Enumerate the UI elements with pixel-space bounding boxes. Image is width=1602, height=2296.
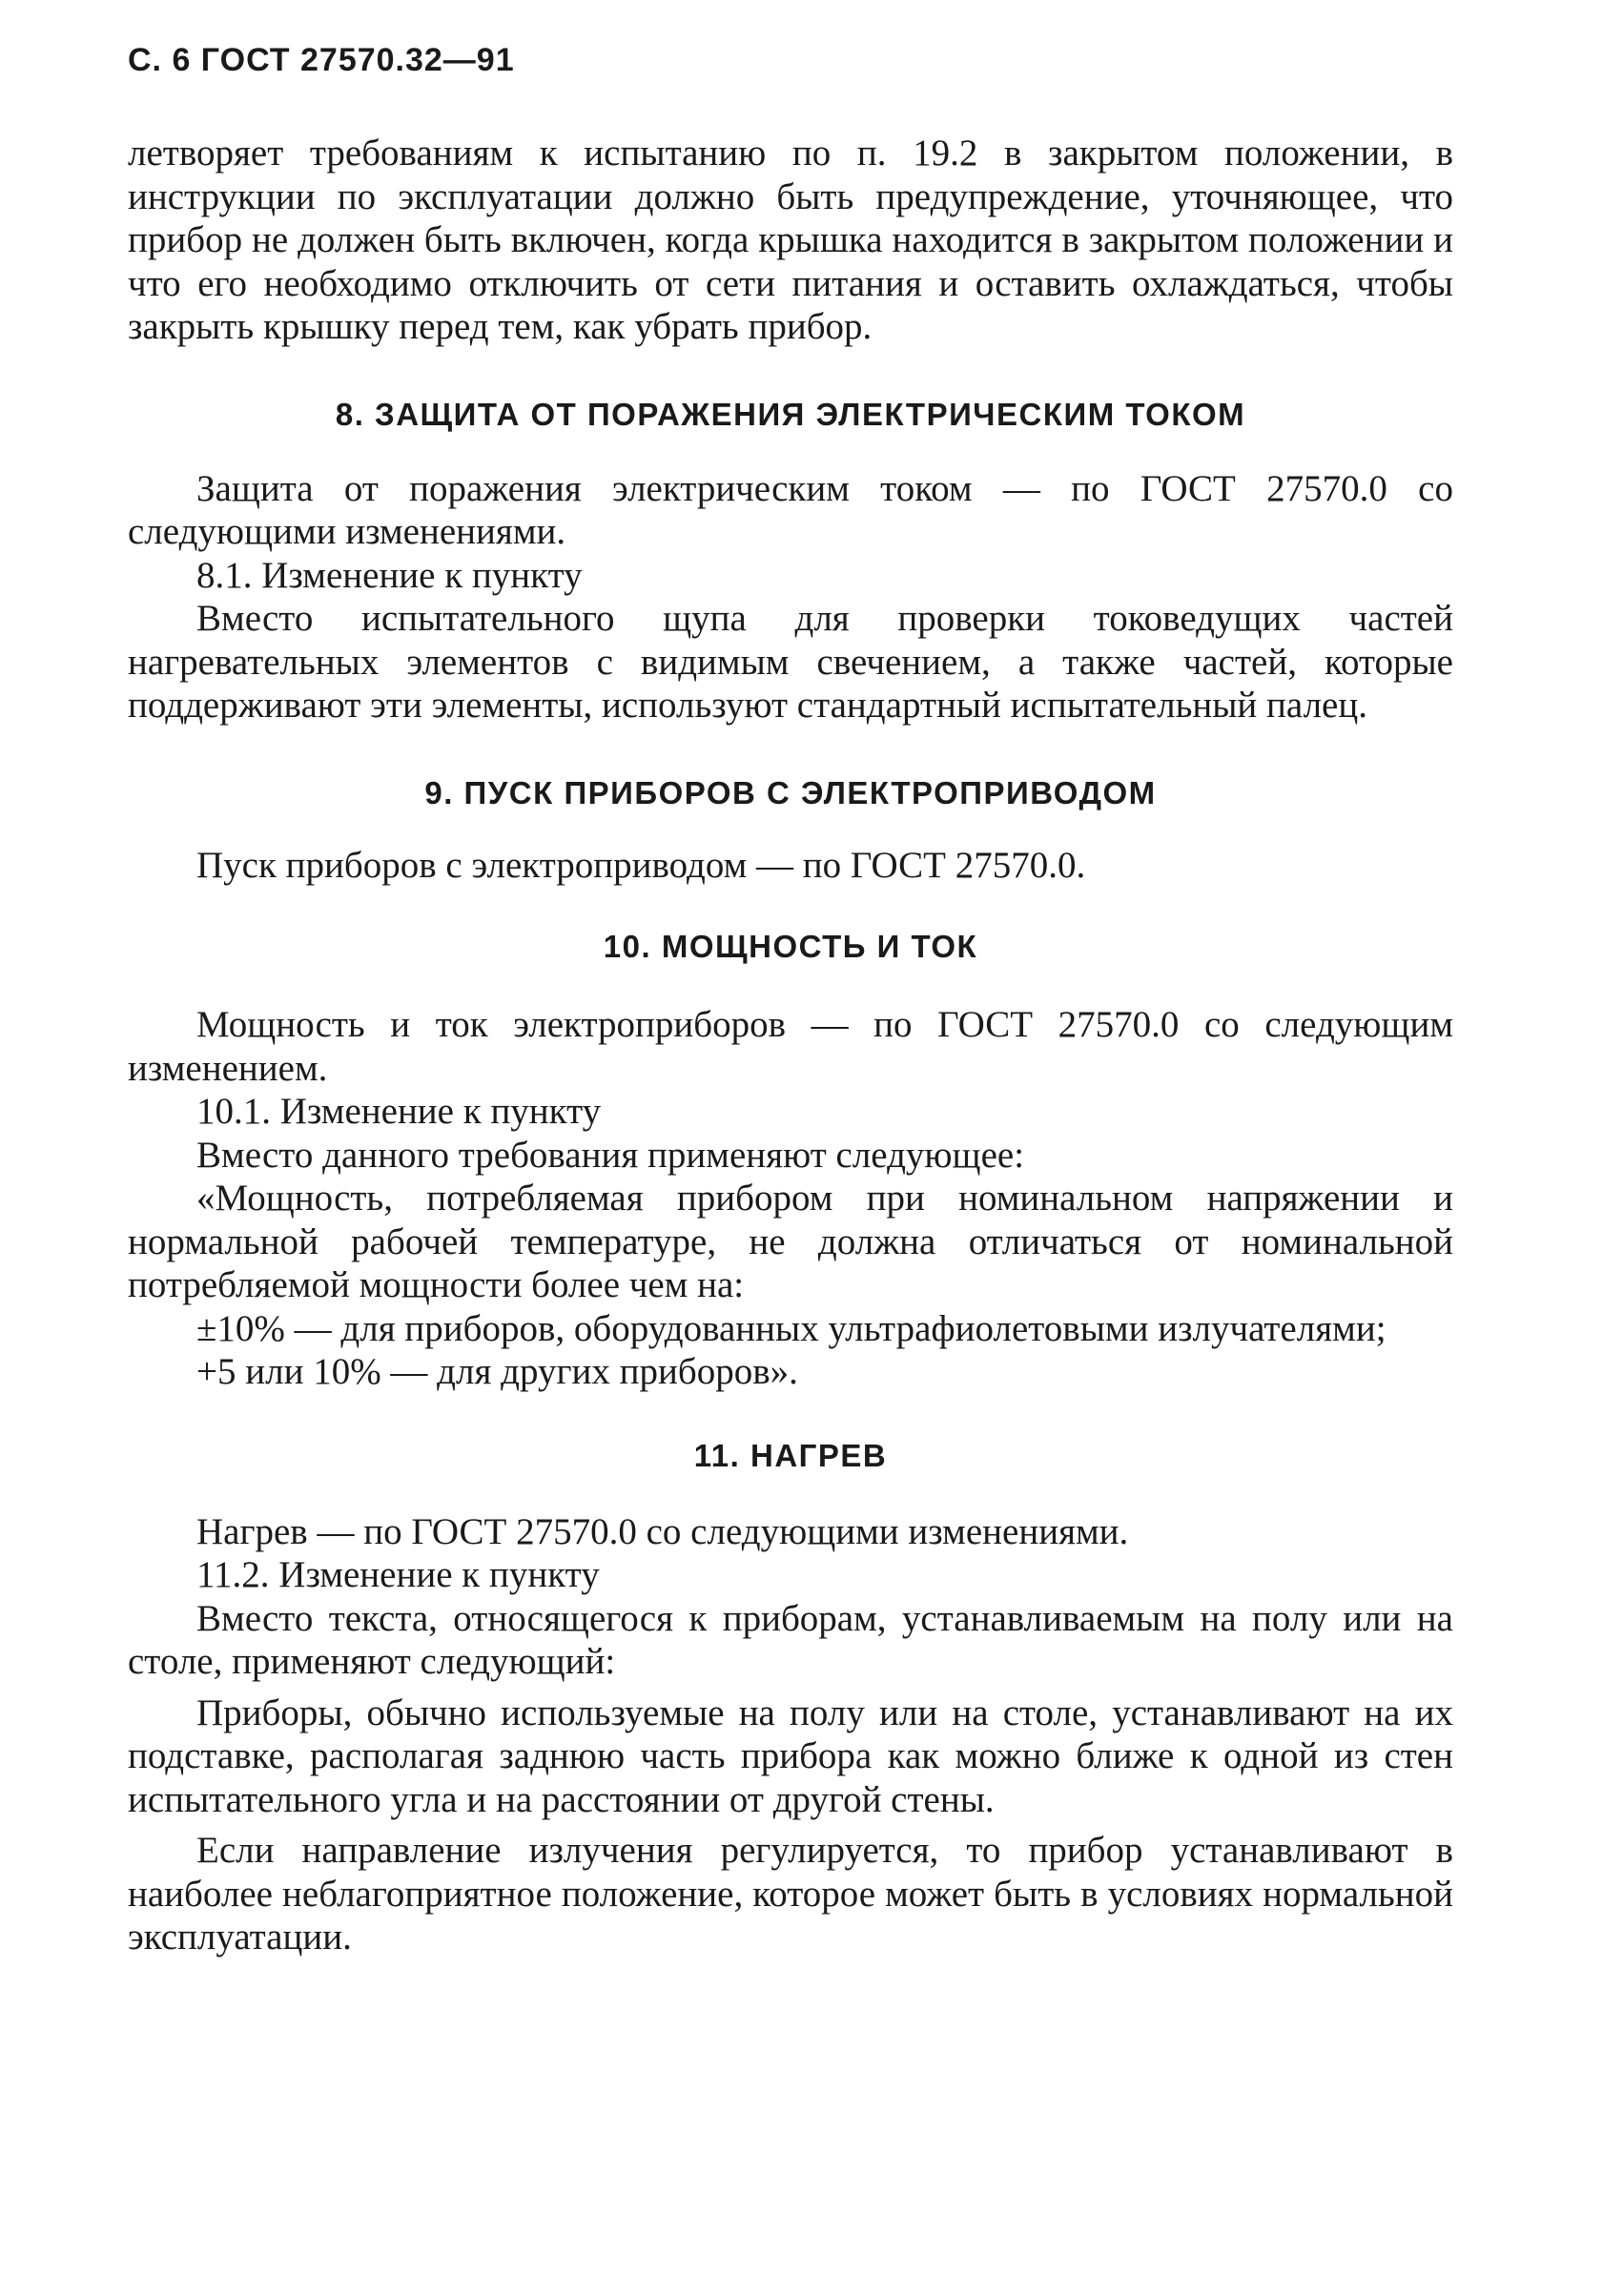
section10-quote: «Мощность, потребляемая прибором при номинальном напряжении и нормальной рабочей температуре, не должна отличаться от номинальной потребляемой мощности более чем на: [128, 1178, 1453, 1305]
section7-continuation: летворяет требованиям к испытанию по п. 19.2 в закрытом положении, в инструкции по эксплуатации должно быть предупреждение, уточняющее, что прибор не должен быть включен, когда крышка находится в закрытом положении и что его необходимо отключить от сети питания и оставить охлаждаться, чтобы закрыть крышку перед тем, как убрать прибор. [128, 133, 1453, 347]
section10-intro: Мощность и ток электроприборов — по ГОСТ 27570.0 со следующим изменением. [128, 1004, 1453, 1089]
section8-intro: Защита от поражения электрическим током — по ГОСТ 27570.0 со следующими изменениями. [128, 467, 1453, 552]
section10-item-1: ±10% — для приборов, оборудованных ультрафиолетовыми излучателями; [196, 1307, 1386, 1349]
section10-heading: 10. МОЩНОСТЬ И ТОК [603, 929, 978, 964]
section8-subclause: 8.1. Изменение к пункту [196, 554, 583, 596]
section11-text-1: Приборы, обычно используемые на полу или на столе, устанавливают на их подставке, располагая заднюю часть прибора как можно ближе к одной из стен испытательного угла и на расстоянии от другой стены. [128, 1691, 1453, 1820]
section11-intro: Нагрев — по ГОСТ 27570.0 со следующими изменениями. [196, 1510, 1129, 1552]
page-body [128, 132, 1453, 1959]
section8-heading: 8. ЗАЩИТА ОТ ПОРАЖЕНИЯ ЭЛЕКТРИЧЕСКИМ ТОКОМ [335, 396, 1246, 432]
section10-subclause: 10.1. Изменение к пункту [196, 1091, 602, 1132]
section10-replace: Вместо данного требования применяют следующее: [196, 1134, 1025, 1176]
section10-item-2: +5 или 10% — для других приборов». [196, 1351, 798, 1392]
section11-heading: 11. НАГРЕВ [693, 1437, 888, 1473]
section11-replace: Вместо текста, относящегося к приборам, устанавливаемым на полу или на столе, применяют следующий: [128, 1597, 1453, 1682]
section8-text: Вместо испытательного щупа для проверки токоведущих частей нагревательных элементов с видимым свечением, а также частей, которые поддерживают эти элементы, используют стандартный испытательный палец. [128, 598, 1453, 726]
section9-text: Пуск приборов с электроприводом — по ГОСТ 27570.0. [196, 844, 1086, 886]
section11-subclause: 11.2. Изменение к пункту [196, 1554, 600, 1595]
section11-text-2: Если направление излучения регулируется, то прибор устанавливают в наиболее неблагоприятное положение, которое может быть в условиях нормальной эксплуатации. [128, 1830, 1453, 1958]
section9-heading: 9. ПУСК ПРИБОРОВ С ЭЛЕКТРОПРИВОДОМ [424, 774, 1157, 810]
running-head: С. 6 ГОСТ 27570.32—91 [128, 42, 515, 78]
